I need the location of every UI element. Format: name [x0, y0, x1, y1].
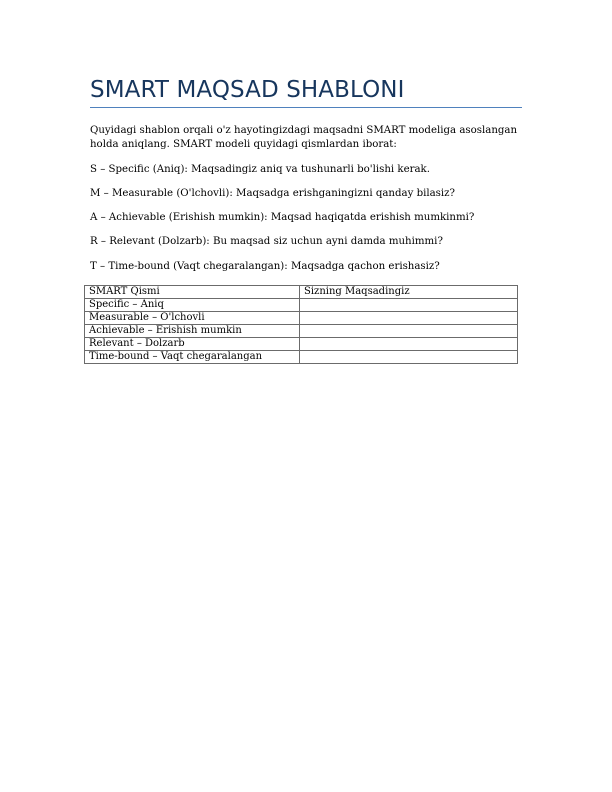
goal-cell-measurable[interactable] [300, 312, 518, 325]
goal-cell-specific[interactable] [300, 299, 518, 312]
goal-cell-time-bound[interactable] [300, 351, 518, 364]
header-your-goal: Sizning Maqsadingiz [300, 286, 518, 299]
table-row [85, 325, 518, 338]
row-label-relevant: Relevant – Dolzarb [85, 338, 300, 351]
header-smart-part: SMART Qismi [85, 286, 300, 299]
table-row [85, 338, 518, 351]
goal-cell-achievable[interactable] [300, 325, 518, 338]
table-row [85, 351, 518, 364]
intro-paragraph: Quyidagi shablon orqali o'z hayotingizdagi maqsadni SMART modeliga asoslangan holda aniqlang. SMART modeli quyidagi qismlardan iborat: [90, 125, 518, 150]
row-label-achievable: Achievable – Erishish mumkin [85, 325, 300, 338]
smart-item-relevant: R – Relevant (Dolzarb): Bu maqsad siz uchun ayni damda muhimmi? [90, 236, 443, 247]
row-label-time-bound: Time-bound – Vaqt chegaralangan [85, 351, 300, 364]
smart-item-time-bound: T – Time-bound (Vaqt chegaralangan): Maqsadga qachon erishasiz? [90, 261, 440, 272]
table-header-row [85, 286, 518, 299]
page-title: SMART MAQSAD SHABLONI [90, 77, 405, 103]
smart-item-measurable: M – Measurable (O'lchovli): Maqsadga erishganingizni qanday bilasiz? [90, 188, 455, 199]
goal-cell-relevant[interactable] [300, 338, 518, 351]
smart-goal-table [84, 285, 518, 364]
row-label-specific: Specific – Aniq [85, 299, 300, 312]
table-row [85, 312, 518, 325]
row-label-measurable: Measurable – O'lchovli [85, 312, 300, 325]
smart-item-achievable: A – Achievable (Erishish mumkin): Maqsad haqiqatda erishish mumkinmi? [90, 212, 475, 223]
smart-item-specific: S – Specific (Aniq): Maqsadingiz aniq va tushunarli bo'lishi kerak. [90, 164, 430, 175]
table-row [85, 299, 518, 312]
title-underline [90, 107, 522, 108]
